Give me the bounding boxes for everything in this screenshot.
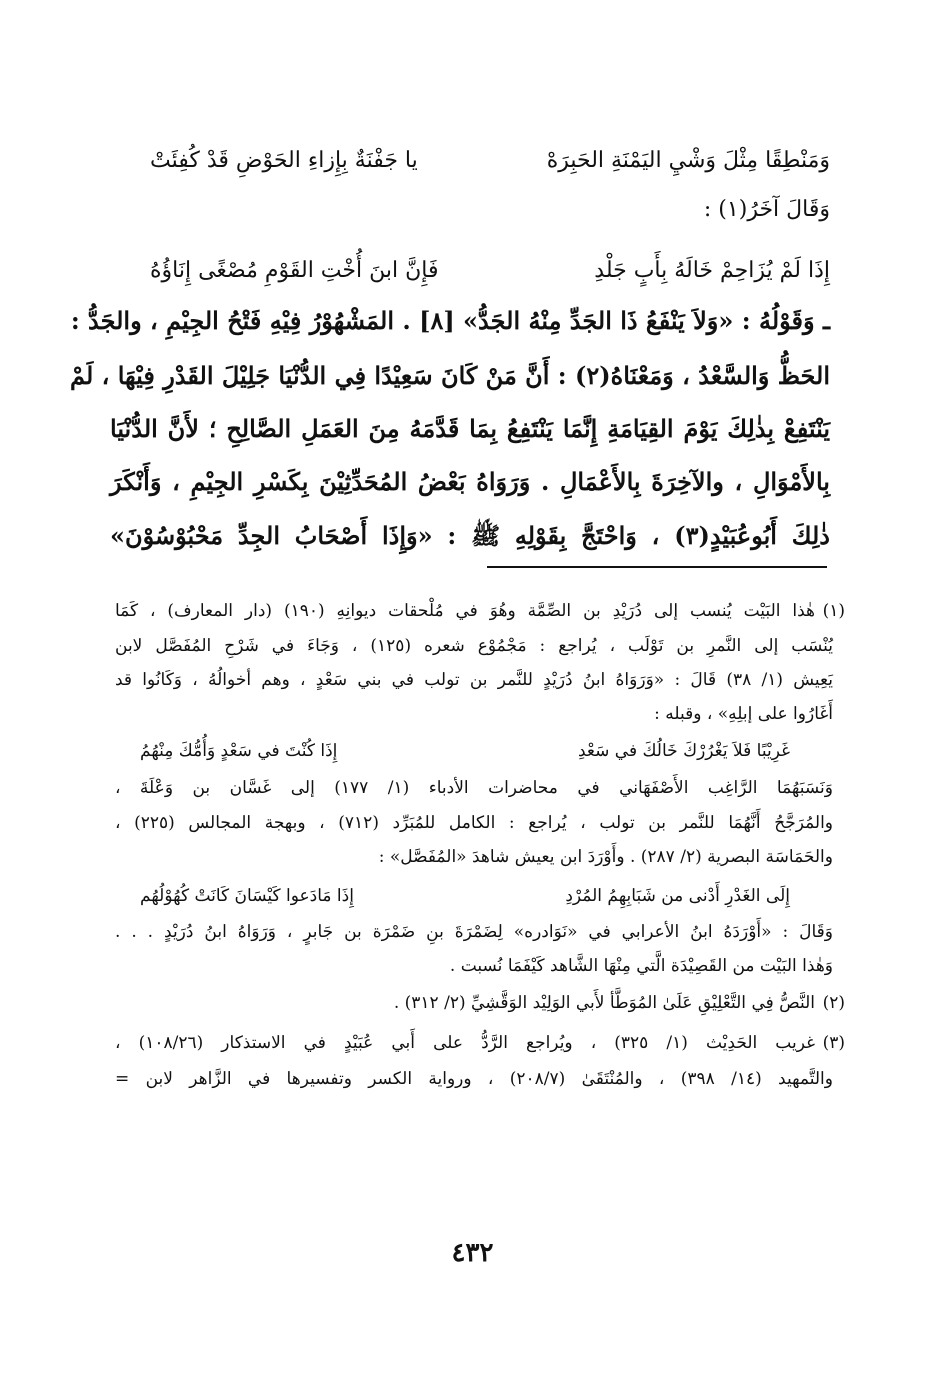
footnote-verse-2-second-hemistich: إِلَى الغَدْرِ أَدْنى من شَبَابِهِمُ المُرْدِ [565,886,790,906]
footnote-1-line-6: والمُرَجَّحُ أَنَّهُمَا للنَّمر بن تولب ، يُراجع : الكامل للمُبَرِّد (٧١٢) ، وبهجة المجالس (٢٢٥) ، [115,813,834,833]
footnote-1-line-4: أَغَارُوا على إبلِهِ» ، وقبله : [654,704,833,724]
verse-2-first-hemistich: فَإِنَّ ابنَ أُخْتِ القَوْمِ مُصْغًى إِنَاؤُهُ [150,258,439,283]
body-line-1: ـ وَقَوْلُهُ : «وَلاَ يَنْفَعُ ذَا الجَدِّ مِنْهُ الجَدُّ» [٨] . المَشْهُوْرُ فِيْهِ فَتْحُ الجِيْمِ ، والجَدُّ : [70,306,830,335]
footnote-1-line-9: وَهٰذا البَيْت من القَصِيْدَة الَّتي مِنْهَا الشَّاهد كَيْفَمَا نُسبت . [449,956,833,976]
verse-1-second-hemistich: وَمَنْطِقًا مِثْلَ وَشْيِ اليَمْنَةِ الحَبِرَهْ [546,148,830,173]
body-line-4: بِالأَمْوَالِ ، والآخِرَةَ بِالأَعْمَالِ . وَرَوَاهُ بَعْضُ المُحَدِّثِيْنَ بِكَسْرِ الجِيْمِ ، وَأَنْكَرَ [110,467,830,496]
footnote-1-line-2: يُنْسَب إلى النَّمرِ بن تَوْلَب ، يُراجع : مَجْمُوْع شعره (١٢٥) ، وَجَاءَ في شَرْحِ المُفَصَّل لابن [115,636,833,656]
footnote-1-line-1: هٰذا البَيْت يُنسب إلى دُرَيْدِ بن الصِّمَّة وهُوَ في مُلْحقات ديوانِهِ (١٩٠) (دار المعارف) ، كَمَا [115,601,815,621]
footnote-3-line-1: غريب الحَدِيْث (١/ ٣٢٥) ، ويُراجع الرَّدُّ على أَبي عُبَيْدٍ في الاستذكار (١٠٨/٢٦) ، [115,1033,815,1053]
footnote-1-number: (١) [822,601,845,621]
footnote-2-text: النَّصُّ فِي التَّعْلِيْقِ عَلَىٰ المُوَطَّأ لأَبي الوَلِيْد الوَقَّشِيِّ (٢/ ٣١٢) . [393,993,815,1013]
footnote-1-line-7: والحَمَاسَة البصرية (٢/ ٢٨٧) . وأَوْرَدَ ابن يعيش شاهدَ «المُفَصَّل» : [378,847,833,867]
footnote-1-line-3: يَعِيش (١/ ٣٨) قَالَ : «وَرَوَاهُ ابنُ دُرَيْدٍ للنَّمر بن تولب في بني سَعْدٍ ، وهم أخوالُهُ ، وَكَانُوا قد [115,670,833,690]
footnote-1-verse-1 [140,741,790,761]
footnote-verse-2-first-hemistich: إِذَا مَادَعوا كَيْسَانَ كَانَتْ كُهُوْلُهُم [140,886,354,906]
footnote-1-line-8: وَقَالَ : «أَوْرَدَهُ ابنُ الأعرابي في «نَوَادره» لِضَمْرَةَ بنِ ضَمْرَة بن جَابرٍ ، وَرَوَاهُ ابنُ دُرَيْدٍ . . . [115,922,833,942]
verse-2-intro: وَقَالَ آخَرُ(١) : [703,197,830,222]
poetry-verse-1 [150,148,830,173]
verse-1-first-hemistich: يا جَفْنَةٌ بِإِزاءِ الحَوْضِ قَدْ كُفِئَتْ [150,148,418,173]
page-number: ٤٣٢ [451,1238,494,1268]
poetry-verse-2 [150,258,830,283]
footnote-1-verse-2 [140,886,790,906]
footnote-separator [487,566,827,568]
body-line-2: الحَظُّ وَالسَّعْدُ ، وَمَعْنَاهُ(٢) : أَنَّ مَنْ كَانَ سَعِيْدًا فِي الدُّنْيَا جَلِيْلَ القَدْرِ فِيْهَا ، لَمْ [70,361,830,390]
footnote-verse-1-second-hemistich: غَرِيْبًا فَلاَ يَغْرُرْكَ خَالُكَ في سَعْدِ [578,741,790,761]
footnote-verse-1-first-hemistich: إِذَا كُنْتَ في سَعْدٍ وَأُمُّكَ مِنْهُمُ [140,741,338,761]
body-line-5: ذٰلِكَ أَبُوعُبَيْدٍ(٣) ، وَاحْتَجَّ بِقَوْلِهِ ﷺ : «وَإِذَا أَصْحَابُ الجِدِّ مَحْبُوْسُوْنَ» [110,521,830,550]
body-line-3: يَنْتَفِعْ بِذٰلِكَ يَوْمَ القِيَامَةِ إِنَّمَا يَنْتَفِعُ بِمَا قَدَّمَهُ مِنَ العَمَلِ الصَّالِحِ ؛ لأَنَّ الدُّنْيَا [110,414,830,443]
verse-2-second-hemistich: إِذَا لَمْ يُزَاحِمْ خَالَهُ بِأَبٍ جَلْدِ [594,258,830,283]
footnote-3-line-2: والتَّمهيد (١٤/ ٣٩٨) ، والمُنْتَقَىٰ (٢٠٨/٧) ، ورواية الكسر وتفسيرها في الزَّاهر لابن = [115,1069,833,1089]
footnote-1-line-5: وَنَسَبَهُمَا الرَّاغِب الأَصْفَهَاني في محاضرات الأدباء (١/ ١٧٧) إلى غَسَّان بن وَعْلَةَ ، [115,778,833,798]
footnote-3-number: (٣) [822,1033,845,1053]
footnote-2-number: (٢) [822,993,845,1013]
